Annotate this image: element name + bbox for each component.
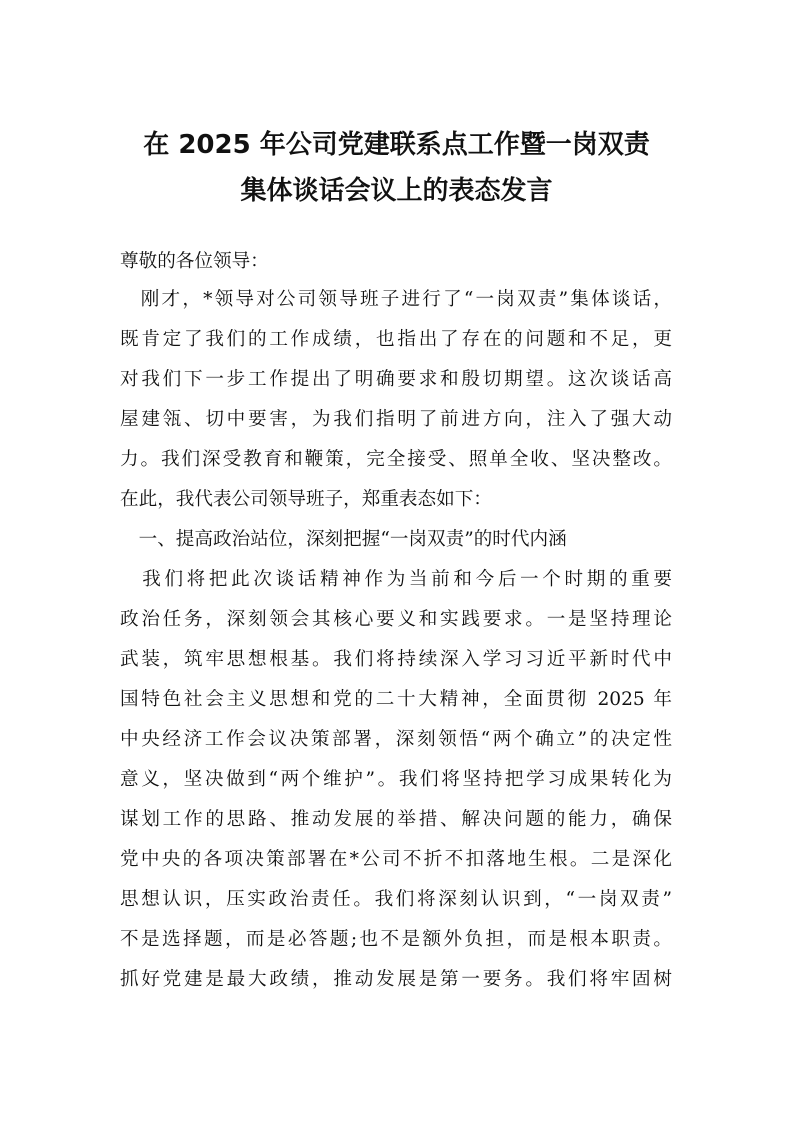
paragraph-line: 抓好党建是最大政绩，推动发展是第一要务。我们将牢固树 bbox=[120, 969, 672, 990]
paragraph-line: 武装，筑牢思想根基。我们将持续深入学习习近平新时代中 bbox=[120, 649, 672, 670]
paragraph-line: 谋划工作的思路、推动发展的举措、解决问题的能力，确保 bbox=[120, 809, 672, 830]
paragraph-line: 对我们下一步工作提出了明确要求和殷切期望。这次谈话高 bbox=[120, 369, 672, 390]
document-title-line-2: 集体谈话会议上的表态发言 bbox=[240, 176, 553, 206]
document-title-line-1: 在 2025 年公司党建联系点工作暨一岗双责 bbox=[143, 130, 650, 160]
paragraph-line: 政治任务，深刻领会其核心要义和实践要求。一是坚持理论 bbox=[120, 609, 672, 630]
paragraph-line: 屋建瓴、切中要害，为我们指明了前进方向，注入了强大动 bbox=[120, 409, 672, 430]
paragraph-line: 既肯定了我们的工作成绩，也指出了存在的问题和不足，更 bbox=[120, 329, 672, 350]
paragraph-line: 意义，坚决做到“两个维护”。我们将坚持把学习成果转化为 bbox=[120, 769, 672, 790]
paragraph-line: 党中央的各项决策部署在*公司不折不扣落地生根。二是深化 bbox=[120, 849, 672, 870]
salutation-line: 尊敬的各位领导： bbox=[120, 251, 269, 272]
paragraph-line: 我们将把此次谈话精神作为当前和今后一个时期的重要 bbox=[120, 569, 672, 590]
paragraph-line: 国特色社会主义思想和党的二十大精神，全面贯彻 2025 年 bbox=[120, 689, 672, 710]
paragraph-line: 刚才，*领导对公司领导班子进行了“一岗双责”集体谈话， bbox=[120, 289, 672, 310]
section-heading: 一、提高政治站位，深刻把握“一岗双责”的时代内涵 bbox=[120, 529, 567, 550]
paragraph-line: 不是选择题，而是必答题;也不是额外负担，而是根本职责。 bbox=[120, 929, 672, 950]
paragraph-line: 中央经济工作会议决策部署，深刻领悟“两个确立”的决定性 bbox=[120, 729, 672, 750]
paragraph-line: 力。我们深受教育和鞭策，完全接受、照单全收、坚决整改。 bbox=[120, 449, 672, 470]
paragraph-line: 思想认识，压实政治责任。我们将深刻认识到，“一岗双责” bbox=[120, 889, 672, 910]
paragraph-line: 在此，我代表公司领导班子，郑重表态如下： bbox=[120, 489, 492, 510]
